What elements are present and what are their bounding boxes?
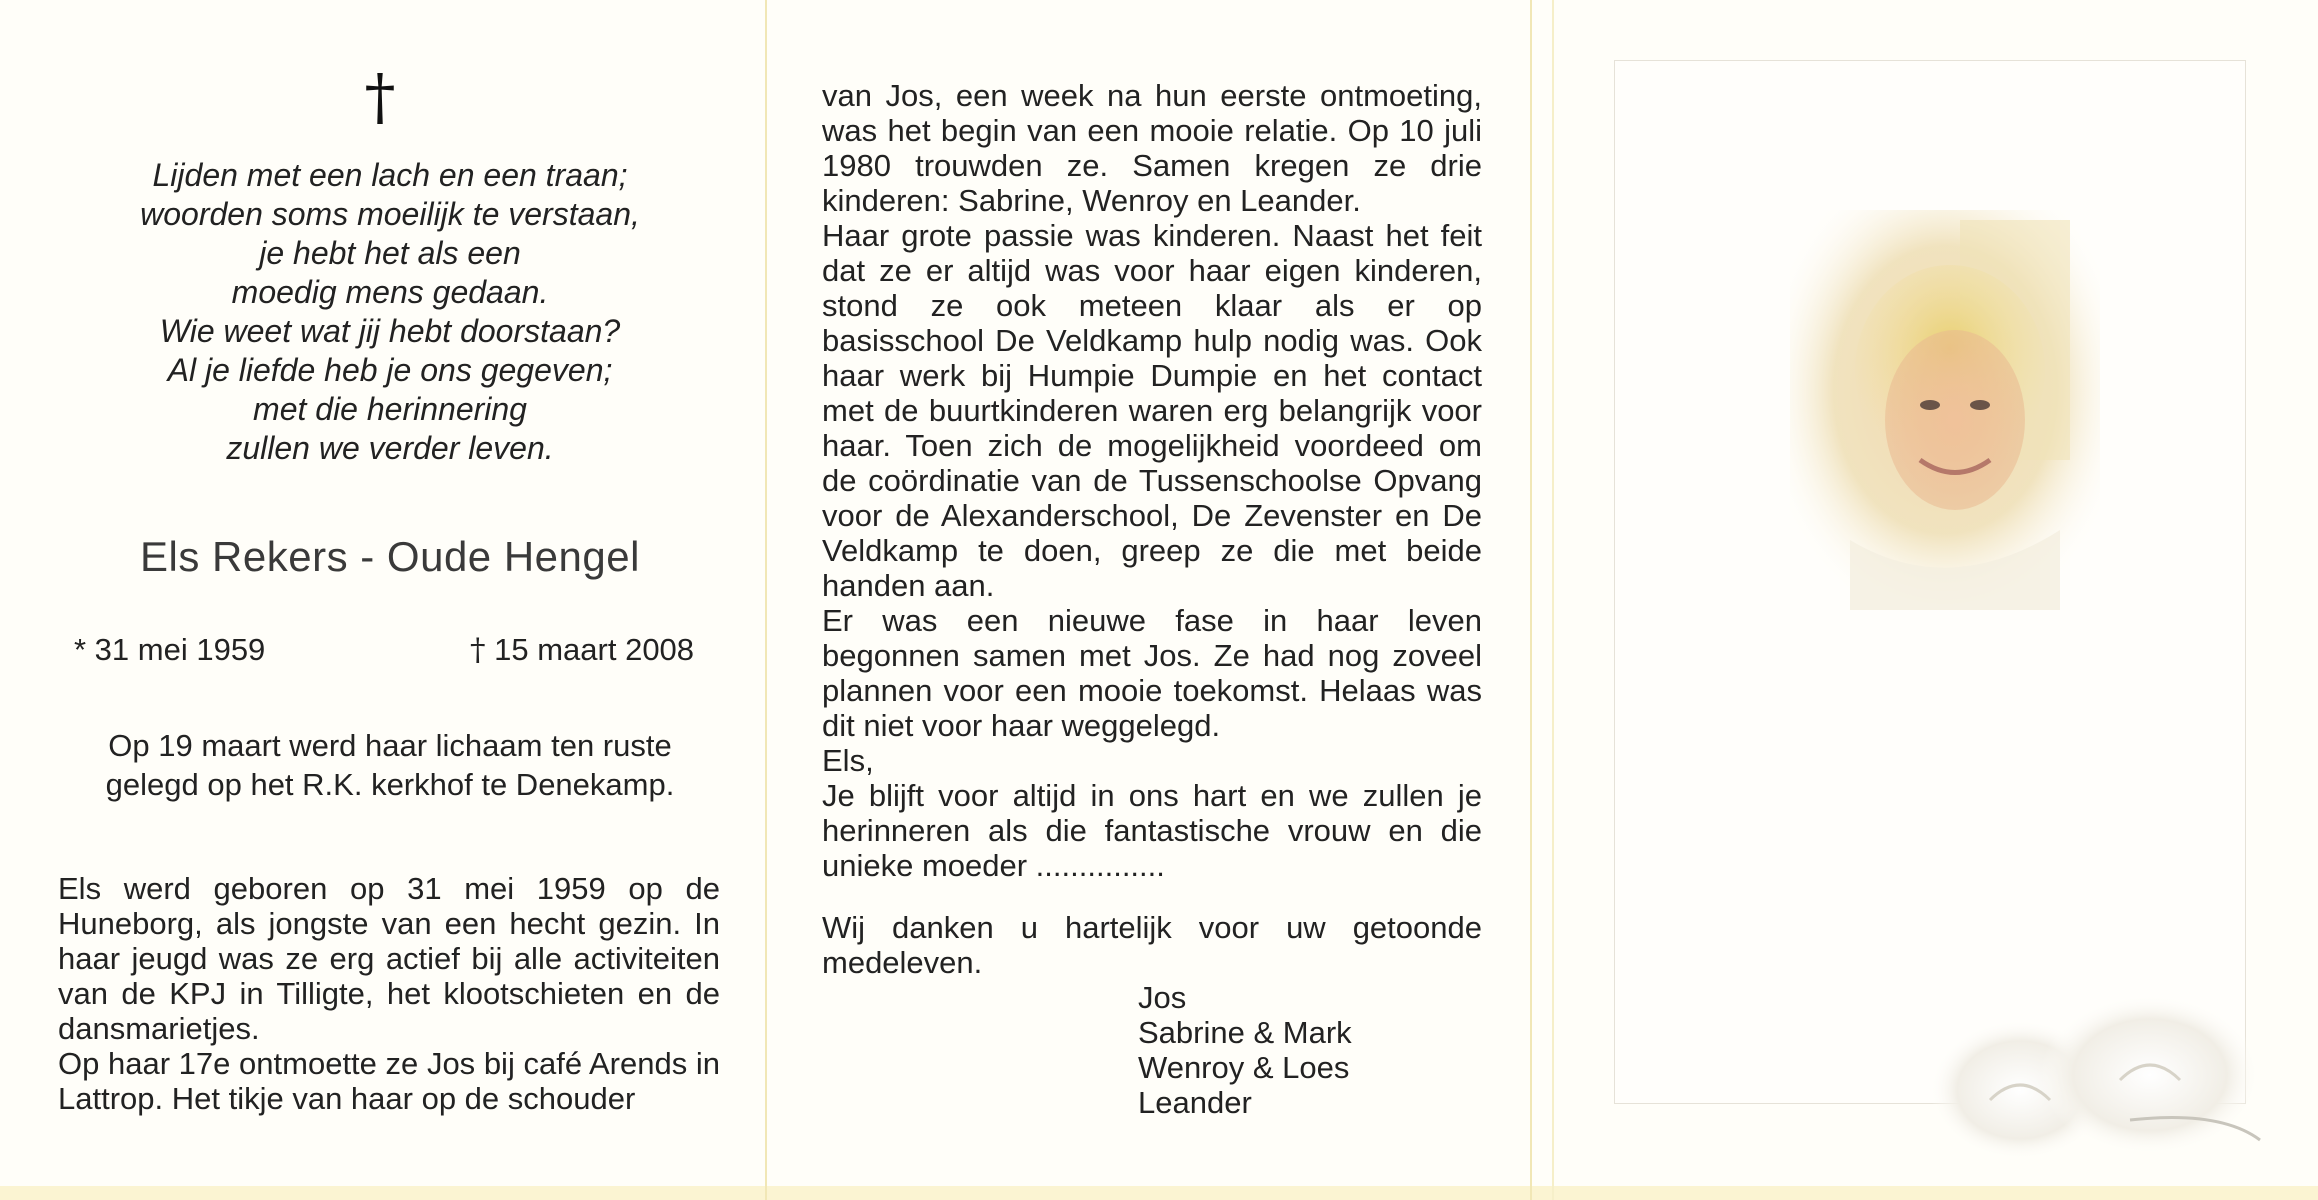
burial-notice [60,726,720,804]
signature-line: Wenroy & Loes [1138,1050,1350,1085]
poem [60,156,720,468]
fold-line-right-inner [1552,0,1554,1200]
cross-symbol: † [364,60,396,133]
poem-line: moedig mens gedaan. [231,274,549,310]
signature-line: Jos [1138,980,1187,1015]
poem-line: woorden soms moeilijk te verstaan, [140,196,640,232]
poem-line: met die herinnering [253,391,527,427]
fold-line-left [765,0,767,1200]
birth-date: * 31 mei 1959 [74,632,266,667]
story-paragraph: Els werd geboren op 31 mei 1959 op de Huneborg, als jongste van een hecht gezin. In haar jeugd was ze erg actief bij alle activiteiten van de KPJ in Tilligte, het klootschieten en de dansmarietjes. [58,871,720,1046]
story-paragraph: Er was een nieuwe fase in haar leven begonnen samen met Jos. Ze had nog zoveel plannen voor een mooie toekomst. Helaas was dit niet voor haar weggelegd. [822,603,1482,743]
cross-icon: † [470,632,486,668]
poem-line: Wie weet wat jij hebt doorstaan? [159,313,621,349]
story-paragraph: Haar grote passie was kinderen. Naast het feit dat ze er altijd was voor haar eigen kinderen, stond ze ook meteen klaar als er op basisschool De Veldkamp hulp nodig was. Ook haar werk bij Humpie Dumpie en het contact met de buurtkinderen waren erg belangrijk voor haar. Toen zich de mogelijkheid voordeed om de coördinatie van de Tussenschoolse Opvang voor de Alexanderschool, De Zevenster en De Veldkamp te doen, greep ze die met beide handen aan. [822,218,1482,603]
life-story-part-1 [58,871,720,1116]
poem-line: je hebt het als een [259,235,521,271]
bottom-paper-band [0,1186,2318,1200]
portrait-photo [1790,210,2100,610]
story-paragraph: Je blijft voor altijd in ons hart en we zullen je herinneren als die fantastische vrouw en die unieke moeder ............... [822,778,1482,883]
story-paragraph: van Jos, een week na hun eerste ontmoeting, was het begin van een mooie relatie. Op 10 juli 1980 trouwden ze. Samen kregen ze drie kinderen: Sabrine, Wenroy en Leander. [822,78,1482,218]
death-date-row [470,632,694,668]
life-story-part-2 [822,78,1482,883]
roses-decoration [1930,980,2270,1160]
signatures [1138,980,1352,1120]
story-paragraph: Op haar 17e ontmoette ze Jos bij café Arends in Lattrop. Het tikje van haar op de schouder [58,1046,720,1116]
poem-line: Lijden met een lach en een traan; [152,157,628,193]
burial-line: gelegd op het R.K. kerkhof te Denekamp. [105,767,675,802]
burial-line: Op 19 maart werd haar lichaam ten ruste [108,728,672,763]
story-paragraph: Els, [822,743,874,778]
death-date: 15 maart 2008 [494,632,695,667]
poem-line: zullen we verder leven. [226,430,554,466]
signature-line: Leander [1138,1085,1252,1120]
thanks-text: Wij danken u hartelijk voor uw getoonde medeleven. [822,910,1482,980]
signature-line: Sabrine & Mark [1138,1015,1352,1050]
fold-line-right [1530,0,1532,1200]
deceased-name: Els Rekers - Oude Hengel [140,533,640,580]
poem-line: Al je liefde heb je ons gegeven; [167,352,613,388]
